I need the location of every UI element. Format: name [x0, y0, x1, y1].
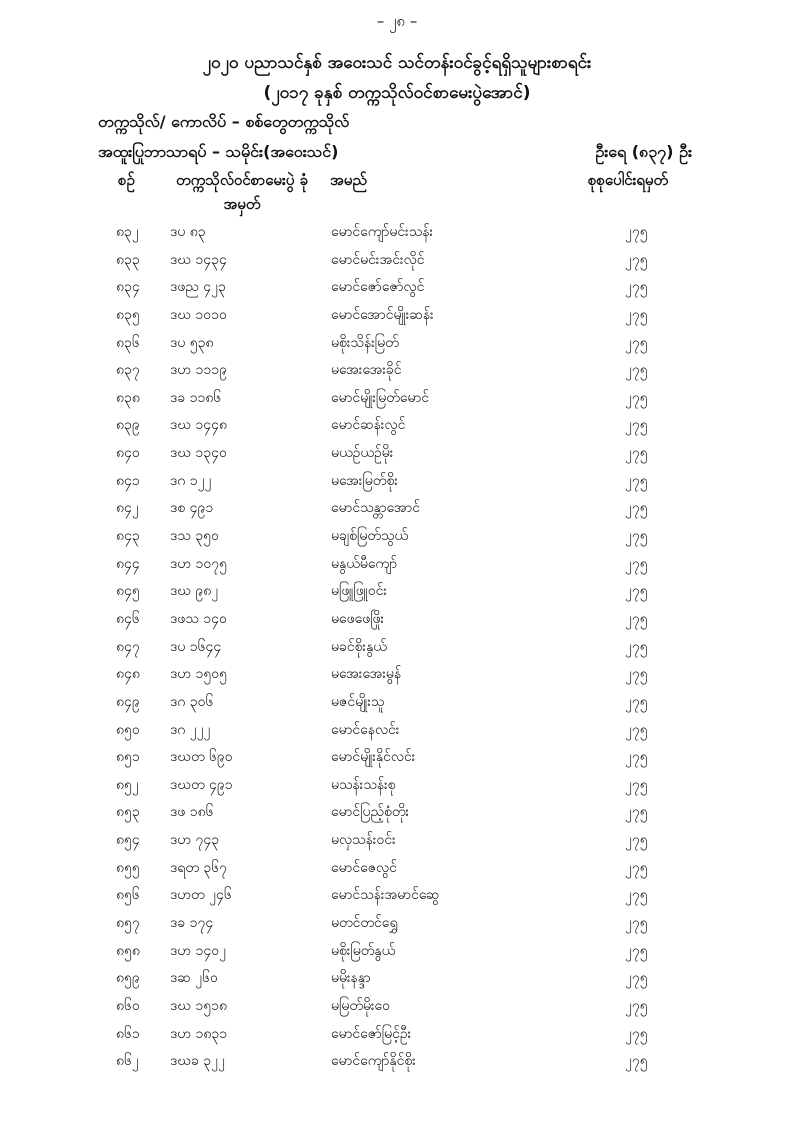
table-row — [0, 858, 794, 886]
student-name: မခင်စိုးနွယ် — [331, 638, 387, 655]
row-number: ၈၆၂ — [116, 1053, 139, 1070]
total-marks: ၂၇၅ — [625, 417, 648, 434]
table-row — [0, 637, 794, 665]
roll-number: ဒဃတ ၆၉၀ — [170, 749, 233, 766]
total-marks: ၂၇၅ — [625, 997, 648, 1014]
total-marks: ၂၇၅ — [625, 610, 648, 627]
row-number: ၈၅၀ — [116, 721, 140, 738]
roll-number: ဒဃခ ၃၂၂ — [170, 1053, 225, 1070]
table-row — [0, 443, 794, 471]
total-marks: ၂၇၅ — [625, 445, 648, 462]
roll-number: ဒဟတ ၂၄၆ — [170, 887, 232, 904]
student-name: မချစ်မြတ်သွယ် — [331, 528, 409, 545]
total-marks: ၂၇၅ — [625, 500, 648, 517]
column-header-total-marks: စုစုပေါင်းရမှတ် — [588, 171, 669, 189]
row-number: ၈၃၂ — [116, 224, 139, 240]
roll-number: ဒစ ၄၉၁ — [170, 500, 214, 517]
student-name: မလှသန်းဝင်း — [331, 832, 396, 849]
table-row — [0, 277, 794, 305]
table-row — [0, 775, 794, 803]
row-number: ၈၅၃ — [116, 804, 140, 821]
row-number: ၈၄၆ — [116, 610, 140, 627]
student-name: မောင်အောင်မျိုးဆန်း — [331, 306, 434, 323]
row-number: ၈၄၃ — [116, 528, 140, 545]
roll-number: ဒဟ ၁၅၀၅ — [170, 666, 227, 683]
roll-number: ဒဂ ၁၂၂ — [170, 472, 212, 489]
total-marks: ၂၇၅ — [625, 224, 648, 240]
total-marks: ၂၇၅ — [625, 279, 648, 296]
table-row — [0, 498, 794, 526]
table-row — [0, 581, 794, 609]
row-number: ၈၅၆ — [116, 887, 140, 904]
student-name: မောင်သန္တာအောင် — [331, 500, 421, 517]
student-name: မောင်ကျော်နိုင်စိုး — [331, 1053, 416, 1070]
university-label: တက္ကသိုလ်/ ကောလိပ် – စစ်တွေတက္ကသိုလ် — [98, 112, 350, 131]
major-label: အထူးပြုဘာသာရပ် – သမိုင်း(အဝေးသင်) — [98, 142, 339, 161]
student-name: မောင်ကျော်မင်းသန်း — [331, 224, 434, 240]
roll-number: ဒဟ ၇၄၃ — [170, 832, 220, 849]
student-name: မောင်သန်းအမာင်ဆွေ — [331, 887, 440, 904]
row-number: ၈၅၅ — [116, 859, 140, 876]
table-row — [0, 333, 794, 361]
table-row — [0, 526, 794, 554]
row-number: ၈၄၉ — [116, 693, 140, 710]
table-row — [0, 305, 794, 333]
total-marks: ၂၇၅ — [625, 638, 648, 655]
roll-number: ဒပ ၁၆၄၄ — [170, 638, 222, 655]
roll-number: ဒဃတ ၄၉၁ — [170, 776, 233, 793]
student-name: မဖေဖေဖြိုး — [331, 610, 385, 627]
student-name: မောင်နေလင်း — [331, 721, 400, 738]
table-row — [0, 941, 794, 969]
total-marks: ၂၇၅ — [625, 887, 648, 904]
row-number: ၈၅၇ — [116, 915, 140, 932]
roll-number: ဒဂ ၃၀၆ — [170, 693, 214, 710]
total-marks: ၂၇၅ — [625, 389, 648, 406]
row-number: ၈၄၁ — [116, 472, 140, 489]
total-marks: ၂၇၅ — [625, 251, 648, 268]
table-row — [0, 996, 794, 1024]
student-name: မသန်းသန်းစု — [331, 776, 396, 793]
roll-number: ဒပ ၅၃၈ — [170, 334, 214, 351]
row-number: ၈၆၁ — [116, 1025, 140, 1042]
roll-number: ဒဃ ၉၈၂ — [170, 583, 219, 600]
row-number: ၈၃၃ — [116, 251, 140, 268]
roll-number: ဒဃ ၁၃၄၀ — [170, 445, 227, 462]
total-marks: ၂၇၅ — [625, 915, 648, 932]
row-number: ၈၅၉ — [116, 970, 140, 987]
student-name: မဖြူဖြူဝင်း — [331, 583, 387, 600]
document-subtitle: (၂၀၁၇ ခုနှစ် တက္ကသိုလ်ဝင်စာမေးပွဲအောင်) — [263, 83, 531, 103]
total-marks: ၂၇၅ — [625, 362, 648, 379]
student-name: မောင်ပြည့်စုံတိုး — [331, 804, 410, 821]
page-number: – ၂၈ – — [376, 12, 418, 30]
student-name: မောင်ဇော်ဇော်လွင် — [331, 279, 425, 296]
roll-number: ဒဃ ၁၄၄၈ — [170, 417, 228, 434]
total-marks: ၂၇၅ — [625, 749, 648, 766]
row-number: ၈၄၅ — [116, 583, 140, 600]
row-number: ၈၄၈ — [116, 666, 140, 683]
total-marks: ၂၇၅ — [625, 555, 648, 572]
table-row — [0, 692, 794, 720]
roll-number: ဒဃ ၁၄၃၄ — [170, 251, 227, 268]
total-marks: ၂၇၅ — [625, 472, 648, 489]
total-marks: ၂၇၅ — [625, 1053, 648, 1070]
student-name: မနွယ်မီကျော် — [331, 555, 398, 572]
row-number: ၈၅၄ — [116, 832, 140, 849]
student-name: မယဉ်ယဉ်မိုး — [331, 445, 394, 462]
student-name: မမိုးနန္ဒာ — [331, 970, 371, 987]
total-marks: ၂၇၅ — [625, 693, 648, 710]
total-marks: ၂၇၅ — [625, 832, 648, 849]
student-name: မစိုးသိန်းမြတ် — [331, 334, 399, 351]
table-row — [0, 554, 794, 582]
column-header-roll-number: တက္ကသိုလ်ဝင်စာမေးပွဲ ခုံအမှတ် — [176, 171, 308, 213]
roll-number: ဒဃ ၁၅၁၈ — [170, 997, 228, 1014]
total-marks: ၂၇၅ — [625, 583, 648, 600]
table-row — [0, 1024, 794, 1052]
roll-number: ဒဖ ၁၈၆ — [170, 804, 214, 821]
roll-number: ဒဖသ ၁၄၀ — [170, 610, 227, 627]
row-number: ၈၅၈ — [116, 942, 140, 959]
student-name: မောင်ဇေလွင် — [331, 859, 397, 876]
student-name: မအေးအေးခိုင် — [331, 362, 402, 379]
student-list — [0, 222, 794, 1079]
total-marks: ၂၇၅ — [625, 334, 648, 351]
row-number: ၈၃၅ — [116, 306, 140, 323]
student-name: မမြတ်မိုးဝေ — [331, 997, 390, 1014]
total-marks: ၂၇၅ — [625, 776, 648, 793]
student-name: မောင်မျိုးမြတ်မောင် — [331, 389, 429, 406]
student-name: မောင်မျိုးနိုင်လင်း — [331, 749, 416, 766]
table-row — [0, 360, 794, 388]
table-row — [0, 1051, 794, 1079]
total-marks: ၂၇၅ — [625, 528, 648, 545]
table-row — [0, 415, 794, 443]
roll-number: ဒရတ ၃၆၇ — [170, 859, 228, 876]
row-number: ၈၃၆ — [116, 334, 140, 351]
table-row — [0, 968, 794, 996]
roll-number: ဒဟ ၁၈၃၁ — [170, 1025, 228, 1042]
table-row — [0, 250, 794, 278]
column-header-name: အမည် — [330, 171, 367, 189]
table-row — [0, 471, 794, 499]
student-name: မောင်ဇော်မြင့်ဦး — [331, 1025, 412, 1042]
student-count: ဦးရေ (၈၃၇) ဦး — [595, 142, 692, 161]
total-marks: ၂၇၅ — [625, 859, 648, 876]
student-name: မအေးအေးမွန် — [331, 666, 402, 683]
table-row — [0, 913, 794, 941]
row-number: ၈၃၈ — [116, 389, 140, 406]
row-number: ၈၄၄ — [116, 555, 140, 572]
row-number: ၈၆၀ — [116, 997, 140, 1014]
total-marks: ၂၇၅ — [625, 1025, 648, 1042]
roll-number: ဒဂ ၂၂၂ — [170, 721, 211, 738]
student-name: မစိုးမြတ်နွယ် — [331, 942, 396, 959]
student-name: မတင်တင်ရွှေ — [331, 915, 398, 932]
table-row — [0, 388, 794, 416]
table-row — [0, 747, 794, 775]
table-row — [0, 720, 794, 748]
table-row — [0, 222, 794, 250]
table-row — [0, 885, 794, 913]
total-marks: ၂၇၅ — [625, 306, 648, 323]
row-number: ၈၄၂ — [116, 500, 139, 517]
table-row — [0, 609, 794, 637]
table-row — [0, 802, 794, 830]
student-name: မအေးမြတ်စိုး — [331, 472, 398, 489]
roll-number: ဒခ ၁၇၄ — [170, 915, 214, 932]
row-number: ၈၅၁ — [116, 749, 140, 766]
roll-number: ဒဖည ၄၂၃ — [170, 279, 226, 296]
roll-number: ဒသ ၃၅၀ — [170, 528, 219, 545]
row-number: ၈၃၄ — [116, 279, 140, 296]
row-number: ၈၅၂ — [116, 776, 139, 793]
roll-number: ဒပ ၈၃ — [170, 224, 206, 240]
total-marks: ၂၇၅ — [625, 942, 648, 959]
table-row — [0, 664, 794, 692]
table-row — [0, 830, 794, 858]
total-marks: ၂၇၅ — [625, 970, 648, 987]
total-marks: ၂၇၅ — [625, 721, 648, 738]
roll-number: ဒဟ ၁၀၇၅ — [170, 555, 227, 572]
roll-number: ဒဃ ၁၀၁၀ — [170, 306, 227, 323]
roll-number: ဒဆ ၂၆၀ — [170, 970, 218, 987]
document-title: ၂၀၂၀ ပညာသင်နှစ် အဝေးသင် သင်တန်းဝင်ခွင့်ရရှိသူများစာရင်း — [202, 53, 592, 73]
roll-number: ဒဟ ၁၄၀၂ — [170, 942, 226, 959]
roll-number: ဒဟ ၁၁၁၉ — [170, 362, 227, 379]
roll-number: ဒခ ၁၁၈၆ — [170, 389, 222, 406]
row-number: ၈၃၉ — [116, 417, 140, 434]
student-name: မောင်ဆန်းလွင် — [331, 417, 406, 434]
student-name: မဇင်မျိုးသူ — [331, 693, 385, 710]
total-marks: ၂၇၅ — [625, 804, 648, 821]
row-number: ၈၄၇ — [116, 638, 140, 655]
total-marks: ၂၇၅ — [625, 666, 648, 683]
column-header-no: စဉ် — [118, 171, 135, 189]
row-number: ၈၃၇ — [116, 362, 140, 379]
row-number: ၈၄၀ — [116, 445, 140, 462]
student-name: မောင်မင်းအင်းလိုင် — [331, 251, 425, 268]
